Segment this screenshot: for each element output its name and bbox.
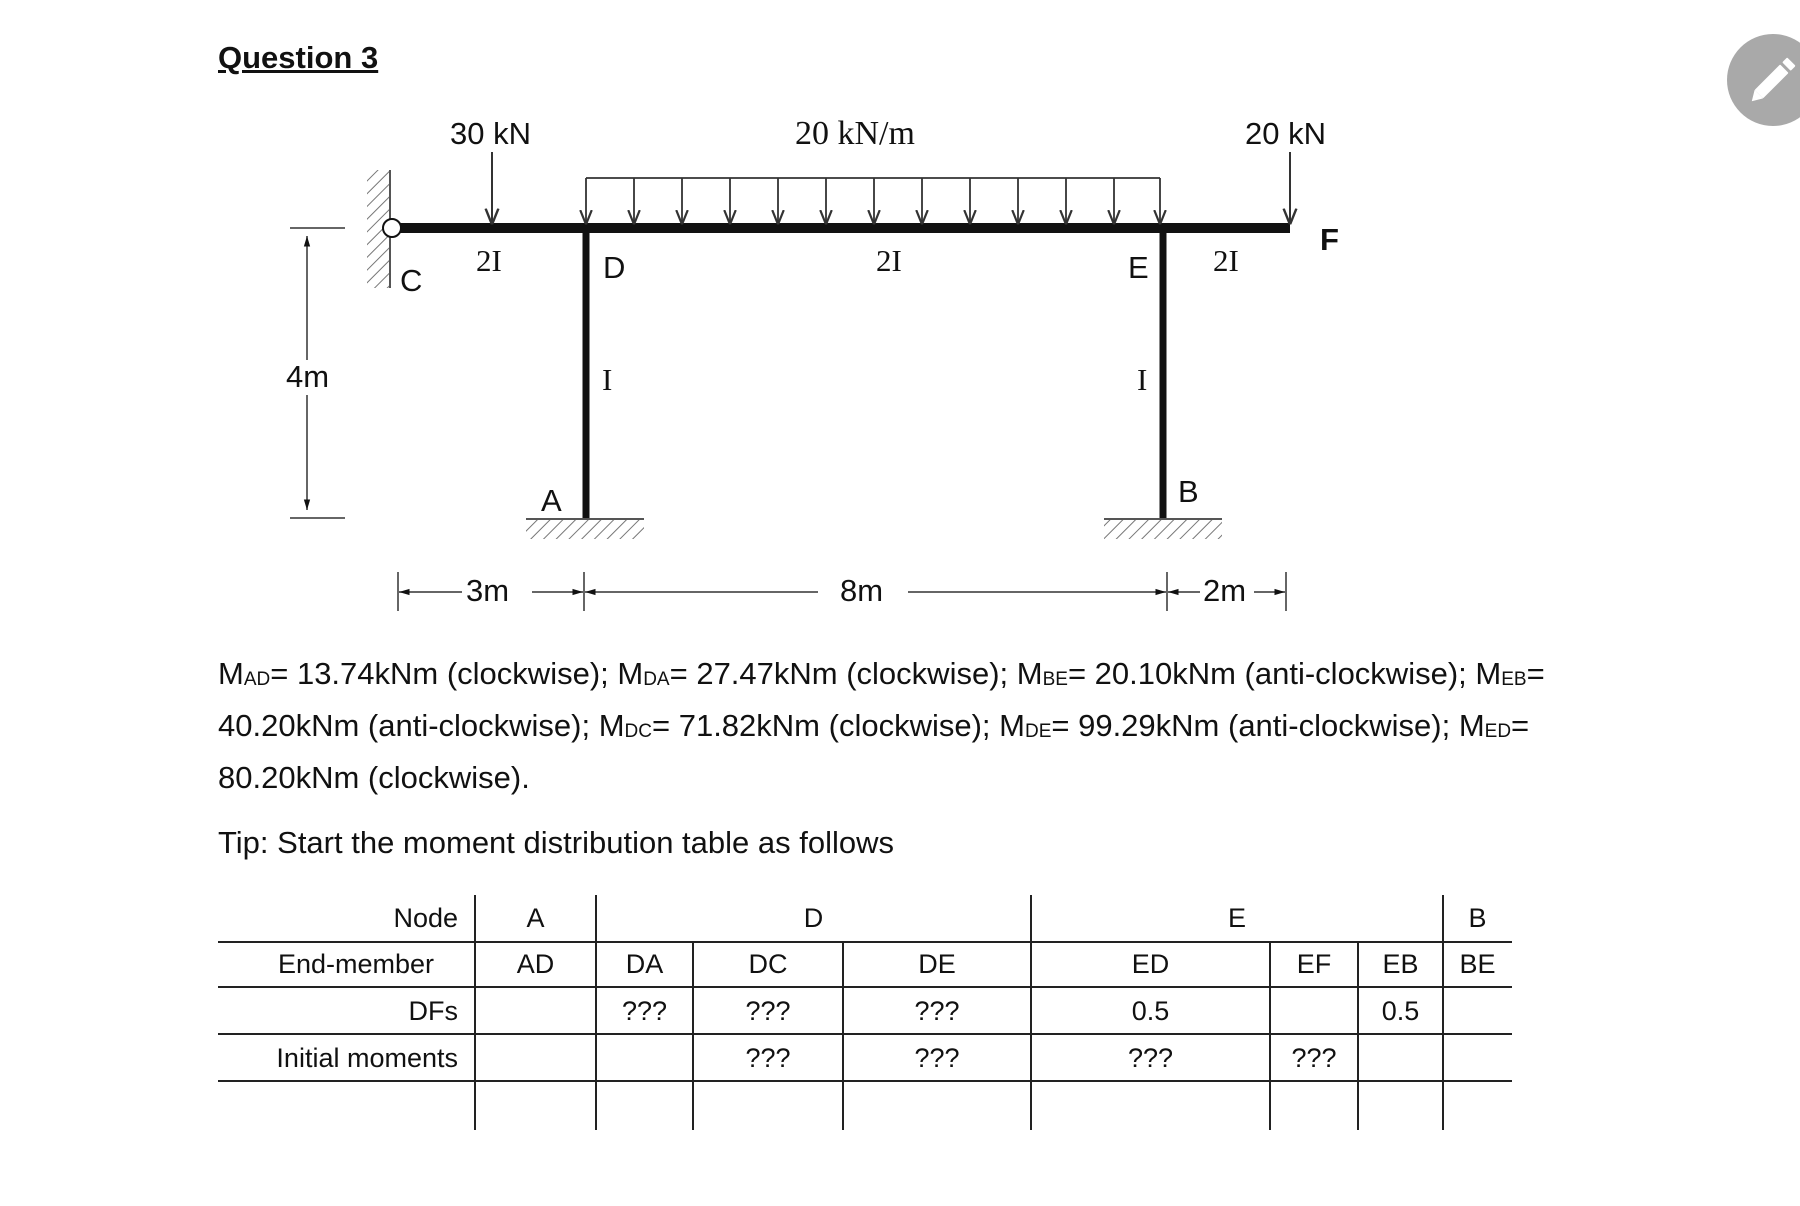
dim-label-height: 4m	[286, 359, 330, 394]
df-cell: 0.5	[1381, 996, 1420, 1026]
load-label-30kn: 30 kN	[450, 116, 531, 151]
moment-subscript: DE	[1024, 721, 1052, 742]
df-cell: 0.5	[1131, 996, 1170, 1026]
support-b	[1104, 519, 1222, 539]
udl-load	[586, 178, 1160, 223]
moment-value: = 40.20kNm (anti-clockwise);	[218, 656, 1545, 743]
moment-subscript: AD	[243, 669, 271, 690]
moment-subscript: DC	[624, 721, 652, 742]
moment-label: M	[218, 656, 244, 691]
node-label-c: C	[400, 263, 423, 298]
moment-subscript: EB	[1501, 669, 1527, 690]
inertia-cd: 2I	[476, 243, 502, 278]
moment-label: M	[617, 656, 644, 691]
member-cell: BE	[1459, 949, 1496, 979]
node-label-a: A	[541, 483, 562, 518]
hinge-c	[383, 219, 401, 237]
moment-value: = 80.20kNm (clockwise).	[218, 708, 1530, 795]
node-label-f: F	[1320, 222, 1339, 257]
node-cell: B	[1468, 903, 1487, 933]
dim-label-middle: 8m	[840, 573, 884, 608]
moment-label: M	[1458, 708, 1485, 743]
node-cell: A	[526, 903, 545, 933]
initial-moment-cell: ???	[914, 1043, 960, 1073]
moment-value: = 27.47kNm (clockwise);	[669, 656, 1017, 691]
initial-moment-cell: ???	[745, 1043, 791, 1073]
initial-moment-cell: ???	[1291, 1043, 1337, 1073]
member-cell: EB	[1382, 949, 1419, 979]
node-cell: E	[1227, 903, 1246, 933]
dim-label-right: 2m	[1203, 573, 1247, 608]
answer-moments	[218, 650, 1658, 801]
initial-moment-cell: ???	[1127, 1043, 1174, 1073]
inertia-ef: 2I	[1213, 243, 1239, 278]
row-label-initial-moments: Initial moments	[276, 1043, 458, 1073]
member-cell: AD	[516, 949, 555, 979]
member-cell: DA	[625, 949, 664, 979]
node-cell: D	[803, 903, 824, 933]
moment-subscript: DA	[643, 669, 670, 690]
load-label-20kn: 20 kN	[1245, 116, 1326, 151]
moment-subscript: BE	[1042, 669, 1068, 690]
question-title: Question 3	[218, 40, 379, 75]
member-cell: ED	[1131, 949, 1170, 979]
member-cell: DE	[918, 949, 956, 979]
df-cell: ???	[745, 996, 791, 1026]
moment-value: = 13.74kNm (clockwise);	[270, 656, 618, 691]
inertia-be: I	[1137, 362, 1148, 397]
moment-value: = 20.10kNm (anti-clockwise);	[1067, 656, 1476, 691]
moment-value: = 71.82kNm (clockwise);	[652, 708, 1000, 743]
moment-value: = 99.29kNm (anti-clockwise);	[1051, 708, 1459, 743]
dim-label-left: 3m	[466, 573, 510, 608]
df-cell: ???	[621, 996, 668, 1026]
node-label-b: B	[1178, 474, 1199, 509]
member-cell: DC	[748, 949, 788, 979]
node-label-e: E	[1128, 250, 1149, 285]
row-label-dfs: DFs	[408, 996, 458, 1026]
moment-label: M	[598, 708, 625, 743]
inertia-ad: I	[602, 362, 613, 397]
df-cell: ???	[914, 996, 960, 1026]
moment-label: M	[1016, 656, 1043, 691]
moment-label: M	[1475, 656, 1502, 691]
tip-text: Tip: Start the moment distribution table as follows	[218, 825, 894, 860]
load-label-udl: 20 kN/m	[795, 115, 915, 152]
moment-subscript: ED	[1484, 721, 1512, 742]
row-label-node: Node	[393, 903, 458, 933]
member-cell: EF	[1296, 949, 1332, 979]
inertia-de: 2I	[876, 243, 902, 278]
row-label-end-member: End-member	[277, 949, 434, 979]
node-label-d: D	[603, 250, 626, 285]
support-a	[526, 519, 644, 539]
moment-label: M	[999, 708, 1025, 743]
